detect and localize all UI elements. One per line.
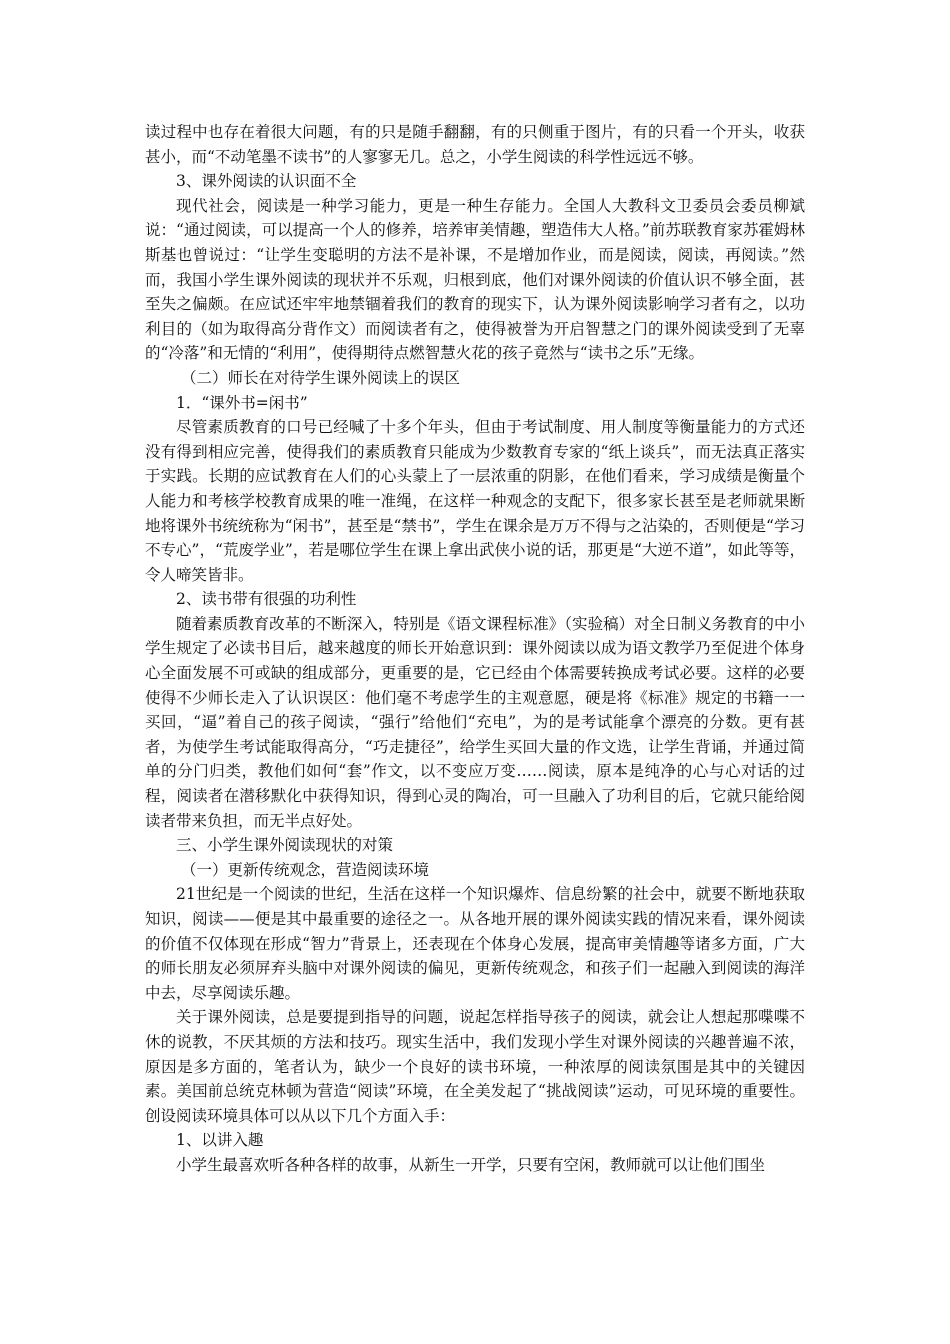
paragraph: 尽管素质教育的口号已经喊了十多个年头，但由于考试制度、用人制度等衡量能力的方式还没有得到相应完善，使得我们的素质教育只能成为少数教育专家的“纸上谈兵”，而无法真正落实于实践。长期的应试教育在人们的心头蒙上了一层浓重的阴影，在他们看来，学习成绩是衡量个人能力和考核学校教育成果的唯一准绳，在这样一种观念的支配下，很多家长甚至是老师就果断地将课外书统统称为“闲书”，甚至是“禁书”，学生在课余是万万不得与之沾染的，否则便是“学习不专心”，“荒废学业”，若是哪位学生在课上拿出武侠小说的话，那更是“大逆不道”，如此等等，令人啼笑皆非。: [145, 418, 805, 584]
section-heading: （二）师长在对待学生课外阅读上的误区: [181, 368, 461, 387]
paragraph: 关于课外阅读，总是要提到指导的问题，说起怎样指导孩子的阅读，就会让人想起那喋喋不休的说教，不厌其烦的方法和技巧。现实生活中，我们发现小学生对课外阅读的兴趣普遍不浓，原因是多方面的，笔者认为，缺少一个良好的读书环境，一种浓厚的阅读氛围是其中的关键因素。美国前总统克林顿为营造“阅读”环境，在全美发起了“挑战阅读”运动，可见环境的重要性。创设阅读环境具体可以从以下几个方面入手：: [145, 1008, 805, 1125]
document-page: [145, 120, 805, 1178]
paragraph: 21世纪是一个阅读的世纪，生活在这样一个知识爆炸、信息纷繁的社会中，就要不断地获取知识，阅读——便是其中最重要的途径之一。从各地开展的课外阅读实践的情况来看，课外阅读的价值不仅体现在形成“智力”背景上，还表现在个体身心发展，提高审美情趣等诸多方面，广大的师长朋友必须屏弃头脑中对课外阅读的偏见，更新传统观念，和孩子们一起融入到阅读的海洋中去，尽享阅读乐趣。: [145, 885, 805, 1002]
paragraph: 读过程中也存在着很大问题，有的只是随手翻翻，有的只侧重于图片，有的只看一个开头，收获甚小，而“不动笔墨不读书”的人寥寥无几。总之，小学生阅读的科学性远远不够。: [145, 123, 805, 166]
section-heading: 三、小学生课外阅读现状的对策: [176, 836, 394, 855]
paragraph: 随着素质教育改革的不断深入，特别是《语文课程标准》（实验稿）对全日制义务教育的中小学生规定了必读书目后，越来越度的师长开始意识到：课外阅读以成为语文教学乃至促进个体身心全面发展不可或缺的组成部分，更重要的是，它已经由个体需要转换成考试必要。这样的必要使得不少师长走入了认识误区：他们毫不考虑学生的主观意愿，硬是将《标准》规定的书籍一一买回，“逼”着自己的孩子阅读，“强行”给他们“充电”，为的是考试能拿个漂亮的分数。更有甚者，为使学生考试能取得高分，“巧走捷径”，给学生买回大量的作文选，让学生背诵，并通过简单的分门归类，教他们如何“套”作文，以不变应万变……阅读，原本是纯净的心与心对话的过程，阅读者在潜移默化中获得知识，得到心灵的陶冶，可一旦融入了功利目的后，它就只能给阅读者带来负担，而无半点好处。: [145, 614, 805, 830]
section-heading: 2、读书带有很强的功利性: [176, 590, 357, 609]
section-heading: 1、以讲入趣: [176, 1131, 264, 1150]
section-heading: （一）更新传统观念，营造阅读环境: [181, 860, 430, 879]
paragraph: 小学生最喜欢听各种各样的故事，从新生一开学，只要有空闲，教师就可以让他们围坐: [176, 1155, 766, 1174]
section-heading: 1．“课外书=闲书”: [176, 393, 308, 412]
section-heading: 3、课外阅读的认识面不全: [176, 172, 357, 191]
paragraph: 现代社会，阅读是一种学习能力，更是一种生存能力。全国人大教科文卫委员会委员柳斌说：“通过阅读，可以提高一个人的修养，培养审美情趣，塑造伟大人格。”前苏联教育家苏霍姆林斯基也曾说过：“让学生变聪明的方法不是补课，不是增加作业，而是阅读，阅读，再阅读。”然而，我国小学生课外阅读的现状并不乐观，归根到底，他们对课外阅读的价值认识不够全面，甚至失之偏颇。在应试还牢牢地禁锢着我们的教育的现实下，认为课外阅读影响学习者有之，以功利目的（如为取得高分背作文）而阅读者有之，使得被誉为开启智慧之门的课外阅读受到了无辜的“冷落”和无情的“利用”，使得期待点燃智慧火花的孩子竟然与“读书之乐”无缘。: [145, 196, 805, 363]
